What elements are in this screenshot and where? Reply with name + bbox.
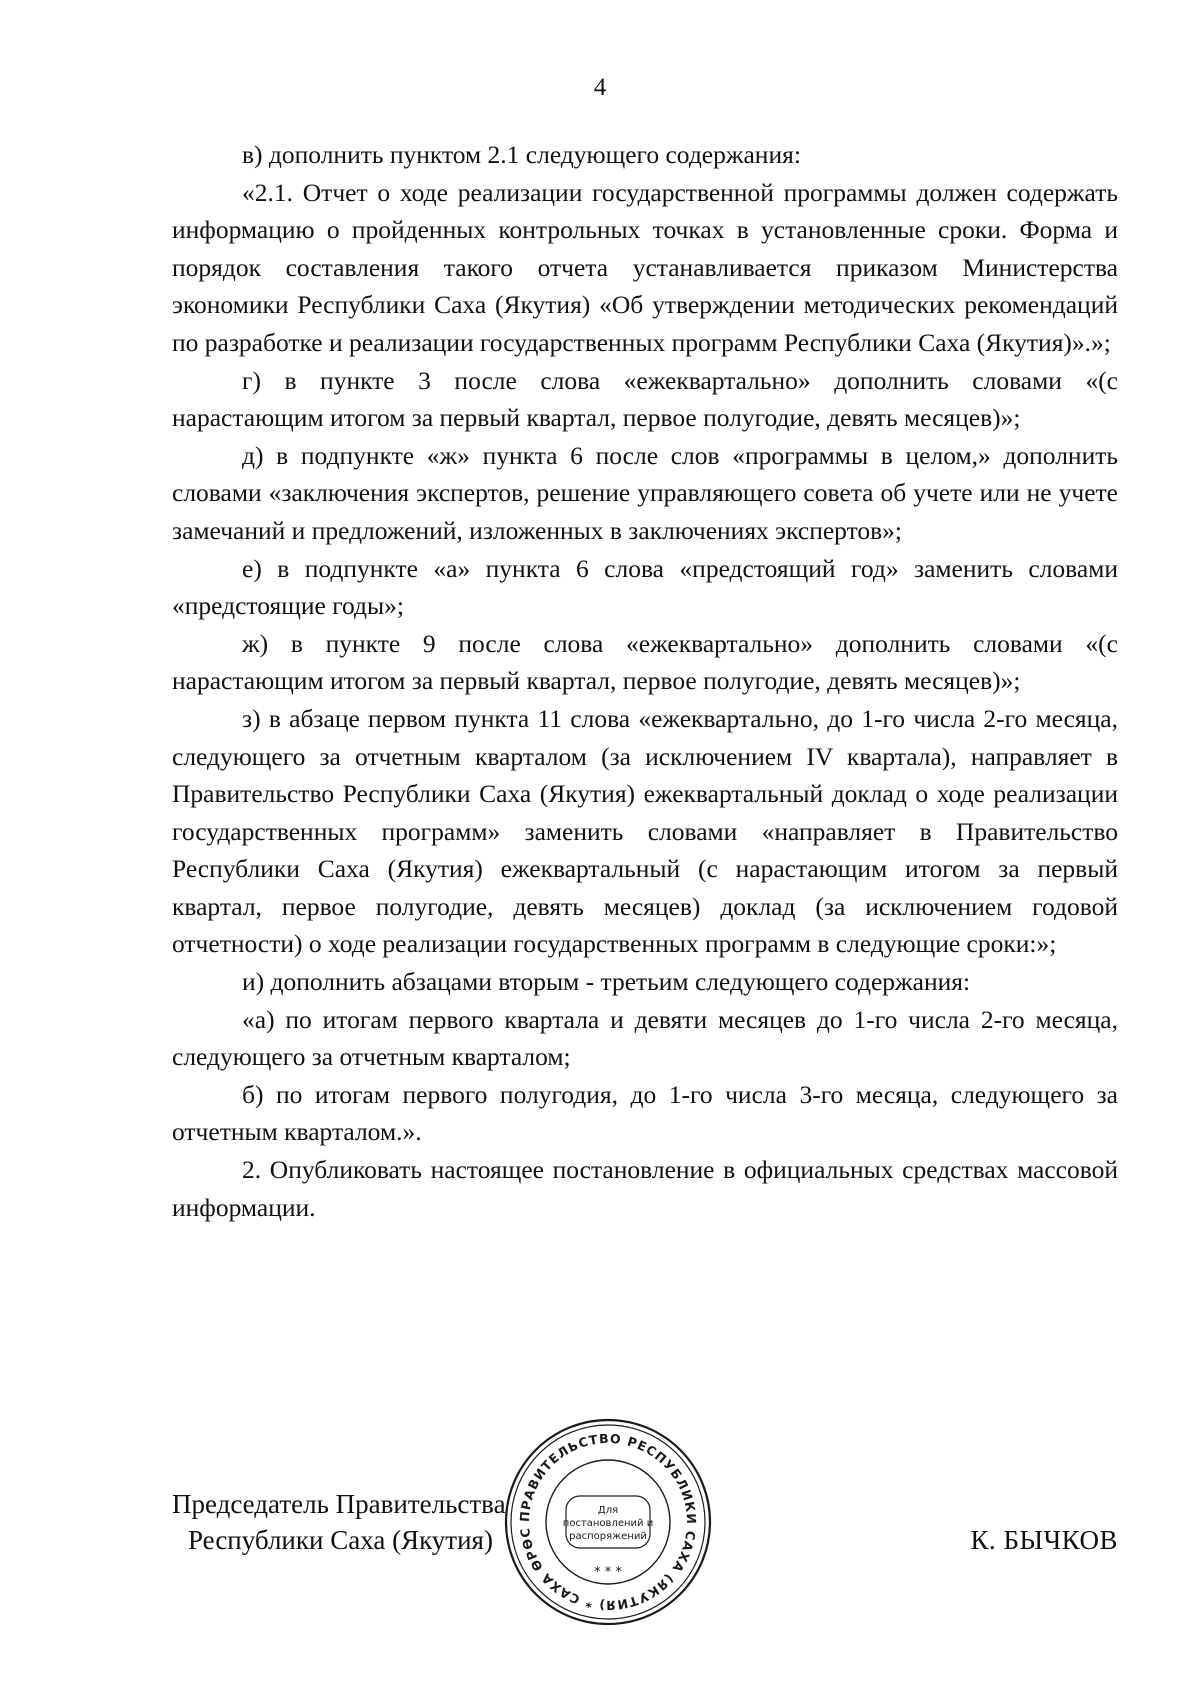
signatory-name: К. БЫЧКОВ [970, 1525, 1118, 1555]
seal-center-line2: постановлений и [562, 1518, 654, 1529]
paragraph-i: и) дополнить абзацами вторым - третьим следующего содержания: [242, 967, 971, 997]
document-body [172, 136, 1118, 1226]
paragraph-b: б) по итогам первого полугодия, до 1-го числа 3-го месяца, следующего за отчетным кварталом.». [172, 1079, 1118, 1147]
svg-text:* * *: * * * [594, 1565, 622, 1580]
paragraph-2-publish: 2. Опубликовать настоящее постановление в официальных средствах массовой информации. [172, 1155, 1118, 1222]
paragraph-quote-a: «а) по итогам первого квартала и девяти месяцев до 1-го числа 2-го месяца, следующего за отчетным кварталом; [172, 1004, 1118, 1072]
page-number: 4 [593, 74, 607, 101]
paragraph-z: з) в абзаце первом пункта 11 слова «ежеквартально, до 1-го числа 2-го месяца, следующего за отчетным кварталом (за исключением IV квартала), направляет в Правительство Республики Саха (Якутия) ежеквартальный доклад о ходе реализации государственных программ» заменить словами «направляет в Правительство Республики Саха (Якутия) ежеквартальный (с нарастающим итогом за первый квартал, первое полугодие, девять месяцев) доклад (за исключением годовой отчетности) о ходе реализации государственных программ в следующие сроки:»; [172, 703, 1118, 959]
paragraph-d: д) в подпункте «ж» пункта 6 после слов «программы в целом,» дополнить словами «заключения экспертов, решение управляющего совета об учете или не учете замечаний и предложений, изложенных в заключениях экспертов»; [172, 440, 1118, 545]
paragraph-v: в) дополнить пунктом 2.1 следующего содержания: [242, 140, 801, 169]
seal-center-line1: Для [597, 1505, 619, 1516]
paragraph-zh: ж) в пункте 9 после слова «ежеквартально» дополнить словами «(с нарастающим итогом за первый квартал, первое полугодие, девять месяцев)»; [172, 628, 1118, 696]
seal-ring-text: ПРАВИТЕЛЬСТВО РЕСПУБЛИКИ САХА (ЯКУТИЯ) * САХА ӨРӨС [516, 1430, 700, 1614]
signatory-title [172, 1486, 506, 1558]
seal-center-line3: распоряжений [569, 1531, 647, 1542]
signatory-title-line2: Республики Саха (Якутия) [188, 1525, 493, 1555]
paragraph-g: г) в пункте 3 после слова «ежеквартально» дополнить словами «(с нарастающим итогом за первый квартал, первое полугодие, девять месяцев)»; [172, 365, 1118, 433]
signatory-title-line1: Председатель Правительства [172, 1489, 506, 1519]
paragraph-e: е) в подпункте «а» пункта 6 слова «предстоящий год» заменить словами «предстоящие годы»; [172, 553, 1118, 621]
paragraph-quote-2-1: «2.1. Отчет о ходе реализации государственной программы должен содержать информацию о пройденных контрольных точках в установленные сроки. Форма и порядок составления такого отчета устанавливается приказом Министерства экономики Республики Саха (Якутия) «Об утверждении методических рекомендаций по разработке и реализации государственных программ Республики Саха (Якутия)».»; [172, 177, 1118, 357]
official-seal-stamp [502, 1416, 714, 1628]
